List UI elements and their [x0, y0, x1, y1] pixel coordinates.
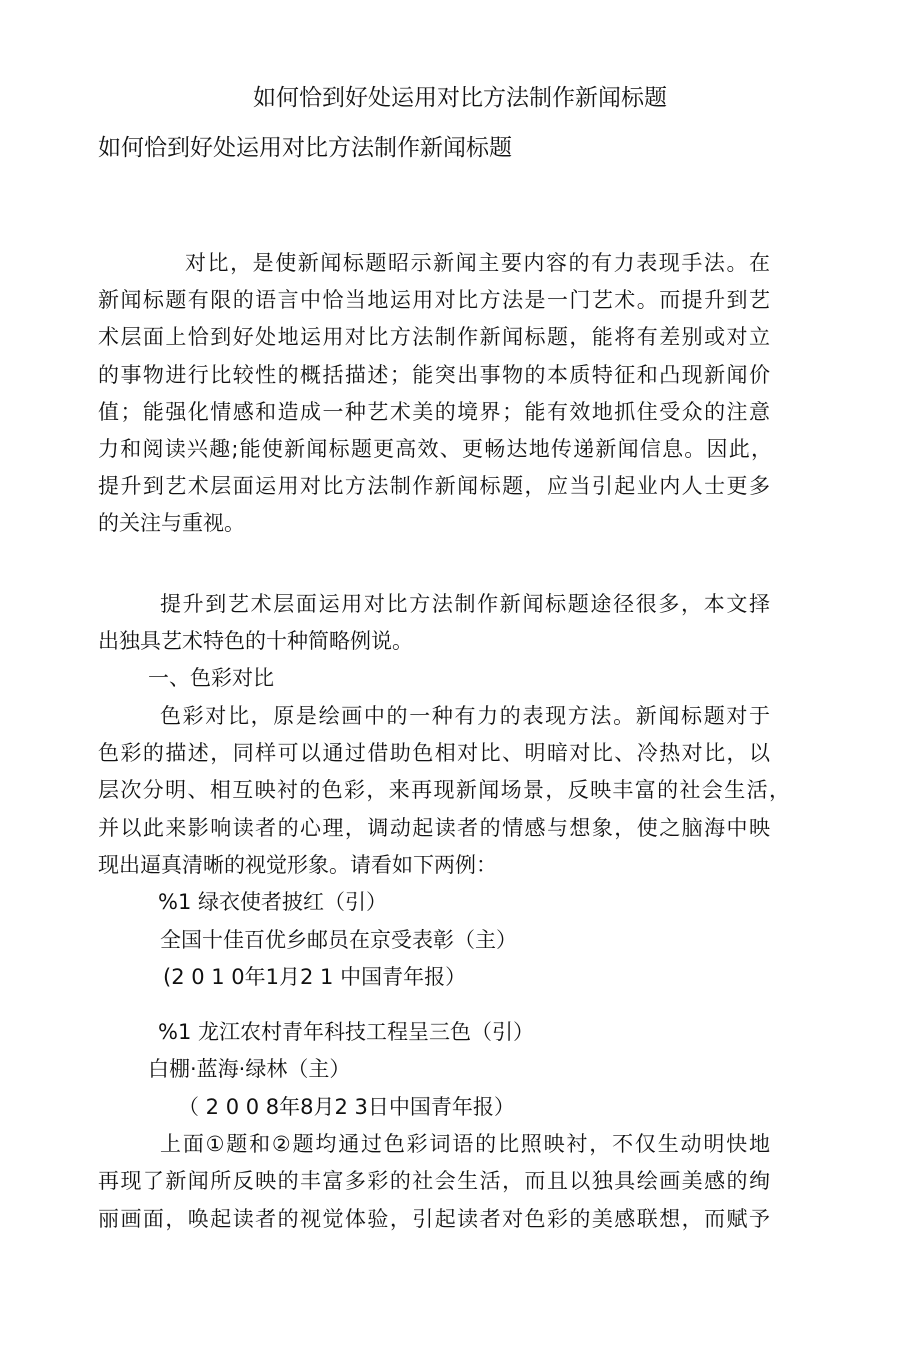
text-line: 提升到艺术层面运用对比方法制作新闻标题，应当引起业内人士更多	[98, 474, 770, 498]
text-line: 丽画面，唤起读者的视觉体验，引起读者对色彩的美感联想，而赋予	[98, 1207, 770, 1231]
text-line: 白棚·蓝海·绿林（主）	[148, 1057, 351, 1081]
document-subtitle: 如何恰到好处运用对比方法制作新闻标题	[98, 135, 512, 161]
text-line: %1 绿衣使者披红（引）	[158, 890, 387, 914]
text-line: 力和阅读兴趣;能使新闻标题更高效、更畅达地传递新闻信息。因此，	[98, 437, 772, 461]
text-line: 现出逼真清晰的视觉形象。请看如下两例：	[98, 853, 497, 877]
text-line: 再现了新闻所反映的丰富多彩的社会生活，而且以独具绘画美感的绚	[98, 1169, 770, 1193]
section-heading: 一、色彩对比	[148, 666, 274, 690]
text-line: %1 龙江农村青年科技工程呈三色（引）	[158, 1020, 534, 1044]
text-line: 值；能强化情感和造成一种艺术美的境界；能有效地抓住受众的注意	[98, 400, 770, 424]
document-title: 如何恰到好处运用对比方法制作新闻标题	[253, 85, 667, 111]
text-line: 的事物进行比较性的概括描述；能突出事物的本质特征和凸现新闻价	[98, 363, 770, 387]
text-line: 提升到艺术层面运用对比方法制作新闻标题途径很多，本文择	[160, 592, 770, 616]
text-line: 出独具艺术特色的十种简略例说。	[98, 629, 413, 653]
text-line: (2 0 1 0年1月2 1 中国青年报）	[163, 965, 467, 989]
text-line: 的关注与重视。	[98, 511, 245, 535]
text-line: 色彩对比，原是绘画中的一种有力的表现方法。新闻标题对于	[160, 704, 770, 728]
text-line: 色彩的描述，同样可以通过借助色相对比、明暗对比、冷热对比，以	[98, 741, 770, 765]
text-line: 层次分明、相互映衬的色彩，来再现新闻场景，反映丰富的社会生活，	[98, 778, 790, 802]
text-line: （ 2 0 0 8年8月2 3日中国青年报）	[178, 1095, 515, 1119]
text-line: 术层面上恰到好处地运用对比方法制作新闻标题，能将有差别或对立	[98, 325, 770, 349]
text-line: 上面①题和②题均通过色彩词语的比照映衬，不仅生动明快地	[160, 1132, 770, 1156]
text-line: 并以此来影响读者的心理，调动起读者的情感与想象，使之脑海中映	[98, 816, 770, 840]
text-line: 对比，是使新闻标题昭示新闻主要内容的有力表现手法。在	[185, 251, 770, 275]
text-line: 全国十佳百优乡邮员在京受表彰（主）	[160, 928, 517, 952]
text-line: 新闻标题有限的语言中恰当地运用对比方法是一门艺术。而提升到艺	[98, 288, 770, 312]
